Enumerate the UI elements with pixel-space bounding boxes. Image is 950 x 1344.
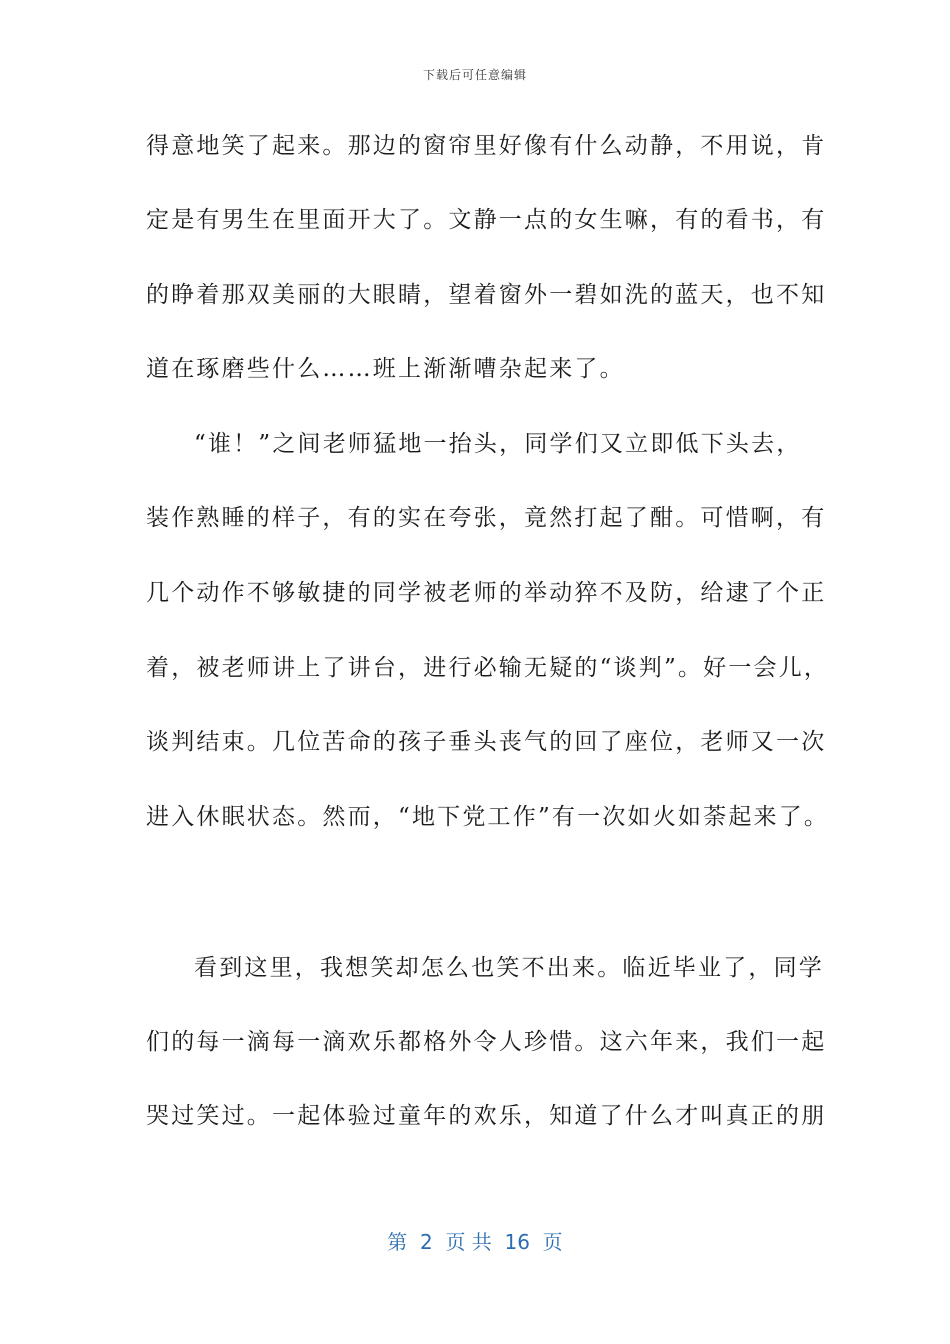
text-line: “谁！”之间老师猛地一抬头，同学们又立即低下头去， — [194, 431, 802, 457]
page-number: 第 2 页 共 16 页 — [387, 1230, 563, 1254]
text-line: 定是有男生在里面开大了。文静一点的女生嘛，有的看书，有 — [146, 207, 827, 233]
text-line: 得意地笑了起来。那边的窗帘里好像有什么动静，不用说，肯 — [146, 133, 827, 159]
text-line: 装作熟睡的样子，有的实在夸张，竟然打起了酣。可惜啊，有 — [146, 505, 827, 531]
page-header: 下载后可任意编辑 — [422, 68, 527, 82]
text-line: 哭过笑过。一起体验过童年的欢乐，知道了什么才叫真正的朋 — [146, 1103, 827, 1129]
text-line: 着，被老师讲上了讲台，进行必输无疑的“谈判”。好一会儿， — [146, 655, 830, 681]
text-line: 道在琢磨些什么……班上渐渐嘈杂起来了。 — [146, 356, 625, 382]
text-line: 的睁着那双美丽的大眼睛，望着窗外一碧如洗的蓝天，也不知 — [146, 282, 827, 308]
text-line: 谈判结束。几位苦命的孩子垂头丧气的回了座位，老师又一次 — [146, 729, 827, 755]
text-line: 几个动作不够敏捷的同学被老师的举动猝不及防，给逮了个正 — [146, 580, 827, 606]
text-line: 们的每一滴每一滴欢乐都格外令人珍惜。这六年来，我们一起 — [146, 1029, 827, 1055]
text-line: 进入休眠状态。然而，“地下党工作”有一次如火如荼起来了。 — [146, 804, 830, 830]
text-line: 看到这里，我想笑却怎么也笑不出来。临近毕业了，同学 — [194, 955, 824, 981]
